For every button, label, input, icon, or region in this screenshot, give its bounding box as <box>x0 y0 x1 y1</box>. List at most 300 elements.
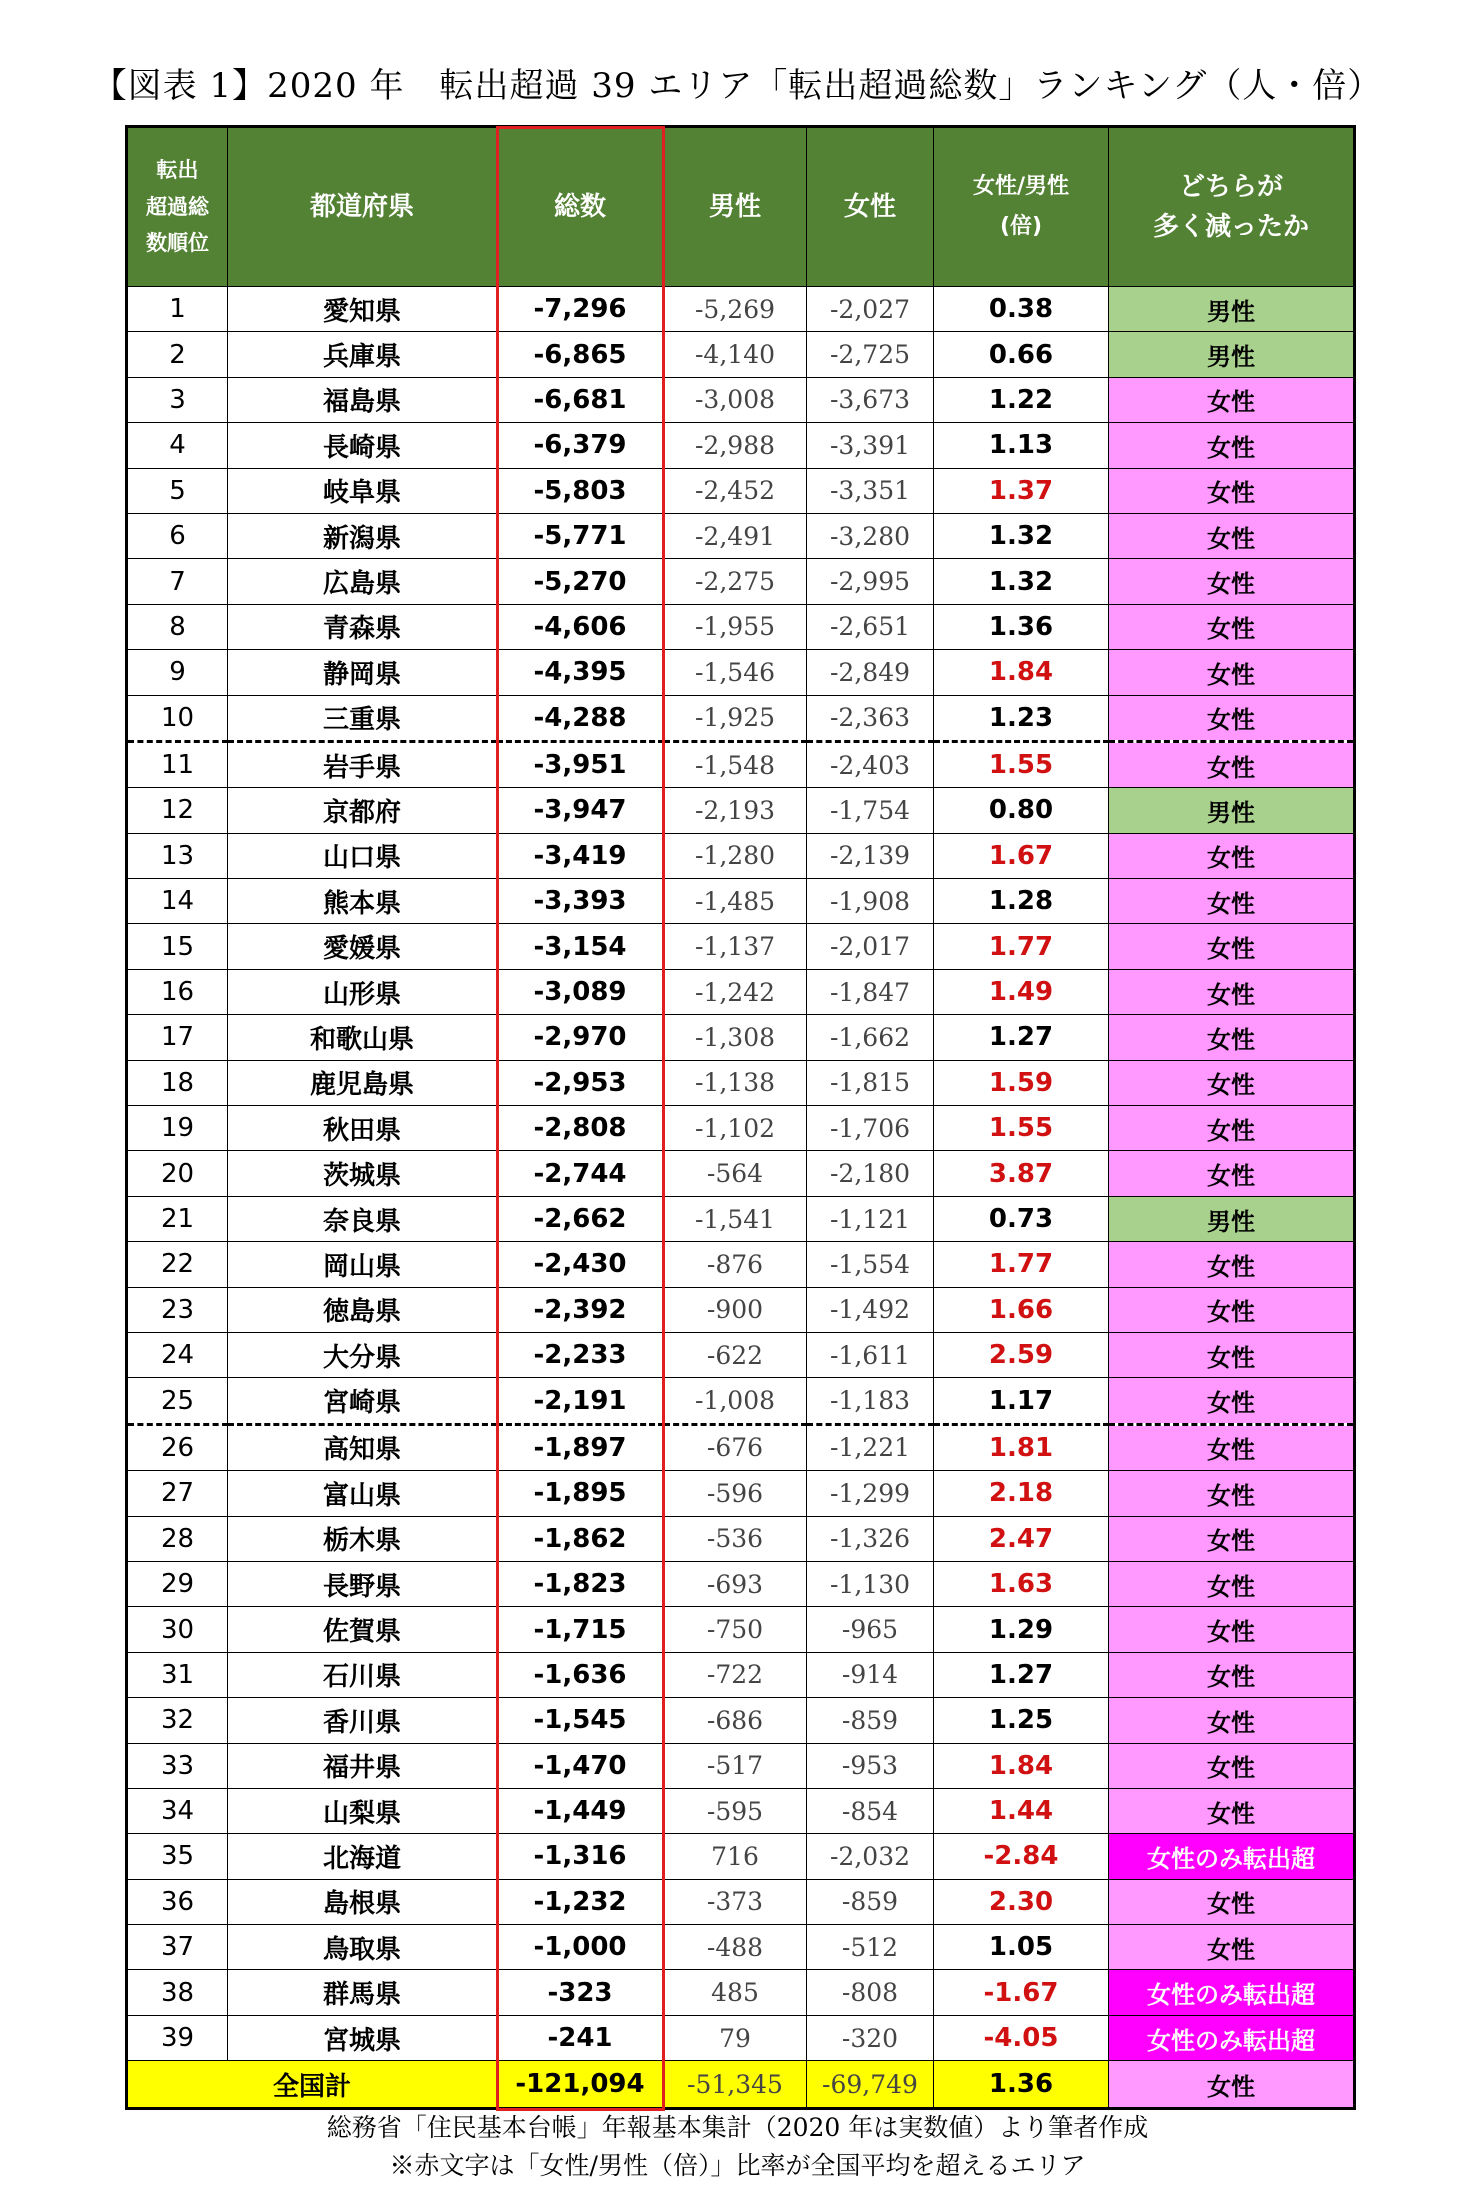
male-cell: -1,485 <box>664 879 807 924</box>
which-cell: 女性 <box>1109 1106 1355 1151</box>
ratio-cell: 1.77 <box>934 1242 1109 1287</box>
total-cell: -3,154 <box>497 924 664 969</box>
which-cell: 女性 <box>1109 1743 1355 1788</box>
header-ratio-line-1: 女性/男性 <box>972 174 1070 200</box>
table-row <box>127 741 1355 787</box>
ratio-cell: 1.32 <box>934 513 1109 558</box>
total-cell: -2,191 <box>497 1378 664 1424</box>
female-cell: -2,849 <box>807 650 934 695</box>
rank-cell: 21 <box>127 1196 228 1241</box>
rank-cell: 20 <box>127 1151 228 1196</box>
male-cell: -5,269 <box>664 287 807 332</box>
male-cell: -2,193 <box>664 788 807 833</box>
table-row <box>127 1788 1355 1833</box>
male-cell: 79 <box>664 2015 807 2060</box>
prefecture-cell: 青森県 <box>228 604 497 649</box>
prefecture-cell: 新潟県 <box>228 513 497 558</box>
female-cell: -1,326 <box>807 1516 934 1561</box>
male-cell: -2,452 <box>664 468 807 513</box>
prefecture-cell: 秋田県 <box>228 1106 497 1151</box>
female-cell: -1,121 <box>807 1196 934 1241</box>
table-row <box>127 1378 1355 1424</box>
female-cell: -1,554 <box>807 1242 934 1287</box>
which-cell: 女性 <box>1109 377 1355 422</box>
female-cell: -1,706 <box>807 1106 934 1151</box>
male-cell: -1,541 <box>664 1196 807 1241</box>
ratio-cell: 1.66 <box>934 1287 1109 1332</box>
rank-cell: 8 <box>127 604 228 649</box>
which-cell: 女性 <box>1109 1471 1355 1516</box>
male-cell: -1,008 <box>664 1378 807 1424</box>
ratio-cell: 1.17 <box>934 1378 1109 1424</box>
table-row <box>127 559 1355 604</box>
male-cell: -1,138 <box>664 1060 807 1105</box>
ratio-cell: 1.84 <box>934 1743 1109 1788</box>
female-cell: -2,032 <box>807 1834 934 1879</box>
header-male: 男性 <box>664 127 807 287</box>
female-cell: -1,130 <box>807 1561 934 1606</box>
male-cell: -876 <box>664 1242 807 1287</box>
female-cell: -1,662 <box>807 1015 934 1060</box>
female-cell: -808 <box>807 1970 934 2015</box>
prefecture-cell: 熊本県 <box>228 879 497 924</box>
male-cell: 485 <box>664 1970 807 2015</box>
total-cell: -1,715 <box>497 1607 664 1652</box>
prefecture-cell: 岐阜県 <box>228 468 497 513</box>
table-row <box>127 1834 1355 1879</box>
which-cell: 女性 <box>1109 1287 1355 1332</box>
table-body <box>127 287 1355 2109</box>
ratio-cell: 1.28 <box>934 879 1109 924</box>
rank-cell: 26 <box>127 1424 228 1470</box>
page-title: 【図表 1】2020 年 転出超過 39 エリア「転出超過総数」ランキング（人・倍） <box>92 66 1383 106</box>
female-cell: -1,492 <box>807 1287 934 1332</box>
female-cell: -2,403 <box>807 741 934 787</box>
total-cell: -4,395 <box>497 650 664 695</box>
rank-cell: 1 <box>127 287 228 332</box>
which-cell: 女性のみ転出超 <box>1109 1970 1355 2015</box>
table-row <box>127 332 1355 377</box>
rank-cell: 10 <box>127 695 228 741</box>
male-cell: -596 <box>664 1471 807 1516</box>
table-row <box>127 1196 1355 1241</box>
table-row <box>127 287 1355 332</box>
which-cell: 女性 <box>1109 969 1355 1014</box>
male-cell: -2,491 <box>664 513 807 558</box>
male-cell: -750 <box>664 1607 807 1652</box>
table-row <box>127 924 1355 969</box>
header-which-line-1: どちらが <box>1178 171 1283 202</box>
prefecture-cell: 栃木県 <box>228 1516 497 1561</box>
table-row <box>127 1424 1355 1470</box>
female-cell: -1,908 <box>807 879 934 924</box>
table-row <box>127 604 1355 649</box>
prefecture-cell: 岡山県 <box>228 1242 497 1287</box>
header-rank-line-1: 転出 <box>156 157 199 182</box>
total-cell: -1,232 <box>497 1879 664 1924</box>
which-cell: 男性 <box>1109 788 1355 833</box>
total-cell: -3,951 <box>497 741 664 787</box>
female-cell: -1,299 <box>807 1471 934 1516</box>
which-cell: 女性 <box>1109 650 1355 695</box>
rank-cell: 27 <box>127 1471 228 1516</box>
prefecture-cell: 佐賀県 <box>228 1607 497 1652</box>
ratio-cell: -2.84 <box>934 1834 1109 1879</box>
ratio-cell: 1.22 <box>934 377 1109 422</box>
which-cell: 女性 <box>1109 513 1355 558</box>
male-cell: 716 <box>664 1834 807 1879</box>
prefecture-cell: 高知県 <box>228 1424 497 1470</box>
table-row <box>127 1151 1355 1196</box>
female-cell: -3,391 <box>807 423 934 468</box>
prefecture-cell: 鳥取県 <box>228 1925 497 1970</box>
male-cell: -1,280 <box>664 833 807 878</box>
rank-cell: 29 <box>127 1561 228 1606</box>
total-cell: -2,662 <box>497 1196 664 1241</box>
male-cell: -1,308 <box>664 1015 807 1060</box>
ratio-cell: 0.73 <box>934 1196 1109 1241</box>
male-cell: -622 <box>664 1332 807 1377</box>
rank-cell: 38 <box>127 1970 228 2015</box>
table-row <box>127 1970 1355 2015</box>
rank-cell: 28 <box>127 1516 228 1561</box>
rank-cell: 39 <box>127 2015 228 2060</box>
female-cell: -3,280 <box>807 513 934 558</box>
female-cell: -859 <box>807 1698 934 1743</box>
ratio-cell: 1.44 <box>934 1788 1109 1833</box>
which-cell: 女性 <box>1109 1060 1355 1105</box>
ranking-table <box>125 125 1356 2110</box>
female-cell: -2,027 <box>807 287 934 332</box>
rank-cell: 31 <box>127 1652 228 1697</box>
total-cell: -7,296 <box>497 287 664 332</box>
total-row <box>127 2061 1355 2109</box>
total-cell: -241 <box>497 2015 664 2060</box>
total-cell: -323 <box>497 1970 664 2015</box>
female-cell: -914 <box>807 1652 934 1697</box>
source-note: 総務省「住民基本台帳」年報基本集計（2020 年は実数値）より筆者作成 <box>326 2113 1149 2142</box>
header-rank-line-3: 数順位 <box>146 231 209 256</box>
table-row <box>127 1607 1355 1652</box>
table-row <box>127 1106 1355 1151</box>
total-cell: -2,430 <box>497 1242 664 1287</box>
header-prefecture: 都道府県 <box>228 127 497 287</box>
table-row <box>127 788 1355 833</box>
total-row-label: 全国計 <box>127 2061 497 2109</box>
rank-cell: 4 <box>127 423 228 468</box>
total-row-female: -69,749 <box>807 2061 934 2109</box>
ratio-cell: 2.30 <box>934 1879 1109 1924</box>
prefecture-cell: 京都府 <box>228 788 497 833</box>
table-row <box>127 1652 1355 1697</box>
prefecture-cell: 兵庫県 <box>228 332 497 377</box>
header-total: 総数 <box>497 127 664 287</box>
female-cell: -1,847 <box>807 969 934 1014</box>
male-cell: -488 <box>664 1925 807 1970</box>
ratio-cell: 1.29 <box>934 1607 1109 1652</box>
female-cell: -2,363 <box>807 695 934 741</box>
ratio-cell: 1.63 <box>934 1561 1109 1606</box>
prefecture-cell: 福島県 <box>228 377 497 422</box>
rank-cell: 23 <box>127 1287 228 1332</box>
which-cell: 女性 <box>1109 559 1355 604</box>
ratio-cell: 1.32 <box>934 559 1109 604</box>
ratio-cell: 2.59 <box>934 1332 1109 1377</box>
table-row <box>127 1287 1355 1332</box>
rank-cell: 9 <box>127 650 228 695</box>
red-text-note: ※赤文字は「女性/男性（倍）」比率が全国平均を超えるエリア <box>389 2151 1086 2180</box>
ratio-cell: 1.23 <box>934 695 1109 741</box>
which-cell: 女性 <box>1109 1879 1355 1924</box>
male-cell: -4,140 <box>664 332 807 377</box>
total-cell: -4,288 <box>497 695 664 741</box>
male-cell: -693 <box>664 1561 807 1606</box>
male-cell: -3,008 <box>664 377 807 422</box>
rank-cell: 11 <box>127 741 228 787</box>
prefecture-cell: 大分県 <box>228 1332 497 1377</box>
male-cell: -676 <box>664 1424 807 1470</box>
total-cell: -1,823 <box>497 1561 664 1606</box>
total-cell: -3,089 <box>497 969 664 1014</box>
rank-cell: 18 <box>127 1060 228 1105</box>
rank-cell: 14 <box>127 879 228 924</box>
header-which-line-2: 多く減ったか <box>1152 212 1309 242</box>
ratio-cell: 1.36 <box>934 604 1109 649</box>
table-row <box>127 1015 1355 1060</box>
total-row-ratio: 1.36 <box>934 2061 1109 2109</box>
total-cell: -5,270 <box>497 559 664 604</box>
which-cell: 女性 <box>1109 1516 1355 1561</box>
ratio-cell: 1.37 <box>934 468 1109 513</box>
male-cell: -1,102 <box>664 1106 807 1151</box>
total-cell: -2,392 <box>497 1287 664 1332</box>
rank-cell: 24 <box>127 1332 228 1377</box>
total-cell: -6,865 <box>497 332 664 377</box>
total-cell: -1,000 <box>497 1925 664 1970</box>
total-cell: -1,449 <box>497 1788 664 1833</box>
table-row <box>127 2015 1355 2060</box>
total-cell: -6,681 <box>497 377 664 422</box>
total-cell: -1,897 <box>497 1424 664 1470</box>
rank-cell: 2 <box>127 332 228 377</box>
rank-cell: 17 <box>127 1015 228 1060</box>
which-cell: 女性 <box>1109 423 1355 468</box>
table-row <box>127 833 1355 878</box>
female-cell: -859 <box>807 1879 934 1924</box>
prefecture-cell: 群馬県 <box>228 1970 497 2015</box>
male-cell: -686 <box>664 1698 807 1743</box>
prefecture-cell: 宮崎県 <box>228 1378 497 1424</box>
which-cell: 女性 <box>1109 1788 1355 1833</box>
rank-cell: 34 <box>127 1788 228 1833</box>
table-row <box>127 969 1355 1014</box>
rank-cell: 32 <box>127 1698 228 1743</box>
total-cell: -2,970 <box>497 1015 664 1060</box>
prefecture-cell: 愛媛県 <box>228 924 497 969</box>
total-cell: -2,744 <box>497 1151 664 1196</box>
total-cell: -3,419 <box>497 833 664 878</box>
ratio-cell: -1.67 <box>934 1970 1109 2015</box>
female-cell: -1,611 <box>807 1332 934 1377</box>
header-row <box>127 127 1355 287</box>
prefecture-cell: 山梨県 <box>228 1788 497 1833</box>
which-cell: 女性 <box>1109 1332 1355 1377</box>
total-row-which: 女性 <box>1109 2061 1355 2109</box>
which-cell: 女性 <box>1109 879 1355 924</box>
prefecture-cell: 香川県 <box>228 1698 497 1743</box>
female-cell: -965 <box>807 1607 934 1652</box>
total-cell: -4,606 <box>497 604 664 649</box>
rank-cell: 19 <box>127 1106 228 1151</box>
total-cell: -2,808 <box>497 1106 664 1151</box>
prefecture-cell: 茨城県 <box>228 1151 497 1196</box>
male-cell: -517 <box>664 1743 807 1788</box>
which-cell: 女性 <box>1109 1151 1355 1196</box>
female-cell: -854 <box>807 1788 934 1833</box>
prefecture-cell: 和歌山県 <box>228 1015 497 1060</box>
ratio-cell: 1.77 <box>934 924 1109 969</box>
total-row-male: -51,345 <box>664 2061 807 2109</box>
rank-cell: 16 <box>127 969 228 1014</box>
female-cell: -3,351 <box>807 468 934 513</box>
prefecture-cell: 広島県 <box>228 559 497 604</box>
rank-cell: 15 <box>127 924 228 969</box>
female-cell: -2,139 <box>807 833 934 878</box>
rank-cell: 7 <box>127 559 228 604</box>
female-cell: -2,995 <box>807 559 934 604</box>
which-cell: 女性 <box>1109 1561 1355 1606</box>
total-cell: -1,862 <box>497 1516 664 1561</box>
header-female: 女性 <box>807 127 934 287</box>
total-cell: -1,895 <box>497 1471 664 1516</box>
ratio-cell: 1.05 <box>934 1925 1109 1970</box>
female-cell: -2,725 <box>807 332 934 377</box>
which-cell: 女性 <box>1109 1015 1355 1060</box>
female-cell: -2,651 <box>807 604 934 649</box>
rank-cell: 35 <box>127 1834 228 1879</box>
male-cell: -1,925 <box>664 695 807 741</box>
female-cell: -512 <box>807 1925 934 1970</box>
header-ratio <box>934 127 1109 287</box>
rank-cell: 3 <box>127 377 228 422</box>
table-row <box>127 1925 1355 1970</box>
which-cell: 男性 <box>1109 332 1355 377</box>
female-cell: -3,673 <box>807 377 934 422</box>
table-row <box>127 1060 1355 1105</box>
ratio-cell: 1.81 <box>934 1424 1109 1470</box>
table-row <box>127 1561 1355 1606</box>
table-row <box>127 1471 1355 1516</box>
total-cell: -1,470 <box>497 1743 664 1788</box>
which-cell: 女性 <box>1109 1925 1355 1970</box>
rank-cell: 36 <box>127 1879 228 1924</box>
ratio-cell: 1.55 <box>934 1106 1109 1151</box>
table-row <box>127 1332 1355 1377</box>
prefecture-cell: 静岡県 <box>228 650 497 695</box>
table-row <box>127 513 1355 558</box>
male-cell: -900 <box>664 1287 807 1332</box>
prefecture-cell: 三重県 <box>228 695 497 741</box>
ratio-cell: 0.66 <box>934 332 1109 377</box>
which-cell: 女性のみ転出超 <box>1109 1834 1355 1879</box>
ratio-cell: 1.59 <box>934 1060 1109 1105</box>
table-row <box>127 695 1355 741</box>
male-cell: -2,988 <box>664 423 807 468</box>
rank-cell: 12 <box>127 788 228 833</box>
total-cell: -5,803 <box>497 468 664 513</box>
female-cell: -1,221 <box>807 1424 934 1470</box>
ratio-cell: 1.25 <box>934 1698 1109 1743</box>
prefecture-cell: 北海道 <box>228 1834 497 1879</box>
male-cell: -1,242 <box>664 969 807 1014</box>
prefecture-cell: 長崎県 <box>228 423 497 468</box>
which-cell: 女性 <box>1109 833 1355 878</box>
rank-cell: 25 <box>127 1378 228 1424</box>
male-cell: -373 <box>664 1879 807 1924</box>
ratio-cell: 2.18 <box>934 1471 1109 1516</box>
header-rank <box>127 127 228 287</box>
ratio-cell: 0.38 <box>934 287 1109 332</box>
table-row <box>127 1242 1355 1287</box>
male-cell: -1,548 <box>664 741 807 787</box>
ratio-cell: 1.27 <box>934 1015 1109 1060</box>
prefecture-cell: 福井県 <box>228 1743 497 1788</box>
header-ratio-line-2: (倍) <box>999 214 1043 239</box>
male-cell: -595 <box>664 1788 807 1833</box>
ratio-cell: 1.49 <box>934 969 1109 1014</box>
prefecture-cell: 石川県 <box>228 1652 497 1697</box>
table-row <box>127 468 1355 513</box>
total-cell: -5,771 <box>497 513 664 558</box>
which-cell: 女性 <box>1109 1652 1355 1697</box>
prefecture-cell: 島根県 <box>228 1879 497 1924</box>
prefecture-cell: 岩手県 <box>228 741 497 787</box>
prefecture-cell: 愛知県 <box>228 287 497 332</box>
male-cell: -1,955 <box>664 604 807 649</box>
prefecture-cell: 山口県 <box>228 833 497 878</box>
ratio-cell: 1.27 <box>934 1652 1109 1697</box>
rank-cell: 33 <box>127 1743 228 1788</box>
table-row <box>127 879 1355 924</box>
male-cell: -564 <box>664 1151 807 1196</box>
prefecture-cell: 鹿児島県 <box>228 1060 497 1105</box>
header-which <box>1109 127 1355 287</box>
prefecture-cell: 山形県 <box>228 969 497 1014</box>
which-cell: 女性のみ転出超 <box>1109 2015 1355 2060</box>
total-cell: -1,636 <box>497 1652 664 1697</box>
table-row <box>127 1879 1355 1924</box>
female-cell: -2,017 <box>807 924 934 969</box>
ratio-cell: 2.47 <box>934 1516 1109 1561</box>
which-cell: 女性 <box>1109 695 1355 741</box>
which-cell: 女性 <box>1109 924 1355 969</box>
which-cell: 女性 <box>1109 1378 1355 1424</box>
header-rank-line-2: 超過総 <box>146 194 209 219</box>
female-cell: -1,815 <box>807 1060 934 1105</box>
rank-cell: 30 <box>127 1607 228 1652</box>
table-row <box>127 423 1355 468</box>
rank-cell: 22 <box>127 1242 228 1287</box>
which-cell: 女性 <box>1109 468 1355 513</box>
total-cell: -1,545 <box>497 1698 664 1743</box>
ratio-cell: 3.87 <box>934 1151 1109 1196</box>
prefecture-cell: 徳島県 <box>228 1287 497 1332</box>
prefecture-cell: 宮城県 <box>228 2015 497 2060</box>
table-row <box>127 1743 1355 1788</box>
table-row <box>127 650 1355 695</box>
male-cell: -1,137 <box>664 924 807 969</box>
male-cell: -1,546 <box>664 650 807 695</box>
